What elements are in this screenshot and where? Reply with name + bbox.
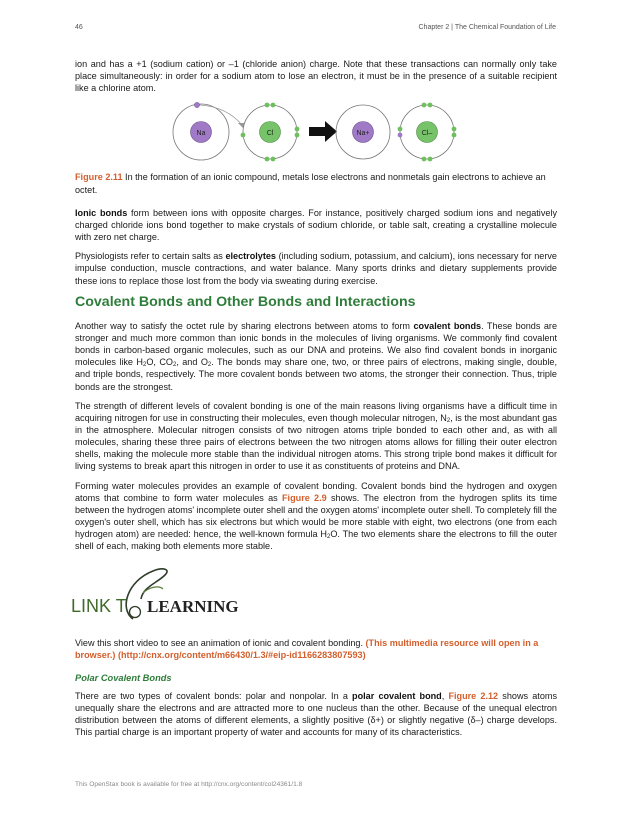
electrolytes-paragraph bbox=[75, 250, 557, 286]
water-text-after: O. The two elements share the electrons to fill the outer shell of each, making both elements more stable. bbox=[75, 529, 557, 552]
polar-comma: , bbox=[441, 690, 449, 701]
electron-transfer-arrow bbox=[200, 105, 242, 125]
multimedia-resource-link[interactable]: (This multimedia resource will open in a browser.) (http://cnx.org/content/m66430/1.3/#eip-id1166283807593) bbox=[75, 637, 539, 660]
figure-2-12-link[interactable]: Figure 2.12 bbox=[448, 690, 499, 701]
polar-text-before: There are two types of covalent bonds: polar and nonpolar. In a bbox=[75, 690, 353, 701]
subscript: 2 bbox=[142, 362, 147, 369]
nitrogen-text-after: , is the most abundant gas in the atmosphere. Molecular nitrogen consists of two nitrogen atoms triple bonded to each other and, as with all molecules, sharing these three pairs of electrons between the two nitrogen atoms allows for filling their outer electron shells, making the molecule more stable than the individual nitrogen atoms. This strong triple bond makes it difficult for living systems to break apart this nitrogen in order to use it as constituents of proteins and DNA. bbox=[75, 412, 557, 472]
term-ionic-bonds: Ionic bonds bbox=[75, 207, 128, 218]
figure-caption bbox=[75, 171, 557, 195]
link-to-learning-box bbox=[71, 565, 557, 627]
covalent-text-m2: O, CO bbox=[146, 357, 173, 368]
covalent-text-before: Another way to satisfy the octet rule by sharing electrons between atoms to form bbox=[75, 320, 414, 331]
term-covalent-bonds: covalent bonds bbox=[413, 320, 482, 331]
sodium-ion-label: Na+ bbox=[356, 130, 370, 138]
covalent-text-m3: , and O bbox=[176, 357, 208, 368]
polar-paragraph bbox=[75, 690, 557, 739]
chlorine-atom-label: Cl bbox=[266, 130, 274, 138]
figure-caption-text: In the formation of an ionic compound, metals lose electrons and nonmetals gain electrons to achieve an octet. bbox=[75, 172, 546, 195]
page-content bbox=[71, 58, 558, 745]
term-polar-covalent-bond: polar covalent bond bbox=[352, 690, 442, 701]
term-electrolytes: electrolytes bbox=[225, 251, 276, 262]
subscript: 2 bbox=[172, 362, 177, 369]
section-heading: Covalent Bonds and Other Bonds and Interactions bbox=[75, 293, 416, 310]
sodium-atom bbox=[173, 103, 229, 161]
link-to-learning-logo bbox=[67, 565, 247, 627]
intro-paragraph: ion and has a +1 (sodium cation) or –1 (chloride anion) charge. Note that these transactions can normally only take place simultaneously: in order for a sodium atom to lose an electron, it must be in the presence of a suitable recipient like a chlorine atom. bbox=[75, 59, 557, 94]
nitrogen-paragraph bbox=[75, 400, 557, 473]
electrolytes-text-after: (including sodium, potassium, and calcium), ions necessary for nerve impulse conduction, muscle contractions, and water balance. Many sports drinks and dietary supplements provide these ions to replace those lost from the body via sweating during exercise. bbox=[75, 251, 557, 286]
page-footer: This OpenStax book is available for free at http://cnx.org/content/col24361/1.8 bbox=[75, 781, 303, 788]
polar-text-after: shows atoms unequally share the electrons and are attracted more to one nucleus than the other. Because of the unequal electron distribution between the atoms of different elements, a slightly positive (δ+) or slightly negative (δ–) charge develops. This partial charge is an important property of water and accounts for many of its characteristics. bbox=[75, 690, 558, 738]
chapter-title: Chapter 2 | The Chemical Foundation of Life bbox=[418, 24, 556, 31]
sodium-ion bbox=[336, 105, 390, 159]
water-text-before: Forming water molecules provides an example of covalent bonding. Covalent bonds bind the hydrogen and oxygen atoms that combine to form water molecules as bbox=[75, 480, 557, 503]
sodium-atom-label: Na bbox=[196, 130, 206, 138]
covalent-paragraph bbox=[75, 320, 557, 393]
page-header bbox=[75, 24, 556, 36]
chlorine-atom bbox=[241, 103, 300, 162]
subscript: 2 bbox=[326, 534, 331, 541]
link-description: View this short video to see an animation of ionic and covalent bonding. bbox=[75, 637, 366, 648]
reaction-arrow bbox=[309, 121, 337, 142]
logo-learning: LEARNING bbox=[147, 596, 239, 616]
nitrogen-text-before: The strength of different levels of covalent bonding is one of the main reasons living organisms have a difficult time in acquiring nitrogen for use in constructing their molecules, even though molecular nitrogen, N bbox=[75, 400, 557, 423]
ionic-bonds-text: form between ions with opposite charges. For instance, positively charged sodium ions and negatively charged chloride ions bond together to make crystals of sodium chloride, or table salt, creating a crystalline molecule with zero net charge. bbox=[75, 207, 557, 243]
subscript: 2 bbox=[446, 417, 451, 424]
link-to-learning-text bbox=[75, 637, 557, 661]
subscript: 2 bbox=[207, 362, 212, 369]
water-paragraph bbox=[75, 480, 557, 553]
chloride-ion-label: Cl– bbox=[421, 130, 433, 138]
covalent-text-after: . The bonds may share one, two, or three pairs of electrons, making single, double, and triple bonds, respectively. The more covalent bonds between two atoms, the stronger their connection. Thus, triple bonds are the strongest. bbox=[75, 357, 557, 392]
page-number: 46 bbox=[75, 24, 83, 31]
water-text-middle: shows. The electron from the hydrogen splits its time between the hydrogen atoms' incomplete outer shell and the oxygen atoms' incomplete outer shell. To completely fill the oxygen's outer shell, which has six electrons but which would be more stable with eight, two electrons (one from each hydrogen atom) are needed: hence, the well-known formula H bbox=[75, 492, 557, 540]
subsection-heading: Polar Covalent Bonds bbox=[75, 672, 172, 683]
ionic-bonds-paragraph bbox=[75, 207, 557, 243]
figure-ionic-bond bbox=[75, 101, 557, 164]
ionic-bond-diagram bbox=[75, 101, 557, 164]
figure-label: Figure 2.11 bbox=[75, 172, 123, 183]
logo-link-to: LINK T bbox=[71, 595, 127, 616]
covalent-text-middle: . These bonds are stronger and much more common than ionic bonds in the molecules of living organisms. We commonly find covalent bonds in carbon-based organic molecules, such as our DNA and proteins. We also find covalent bonds in inorganic molecules like H bbox=[75, 320, 558, 368]
figure-2-9-link[interactable]: Figure 2.9 bbox=[282, 492, 327, 503]
electrolytes-text-before: Physiologists refer to certain salts as bbox=[75, 251, 226, 262]
chloride-ion bbox=[398, 103, 457, 162]
